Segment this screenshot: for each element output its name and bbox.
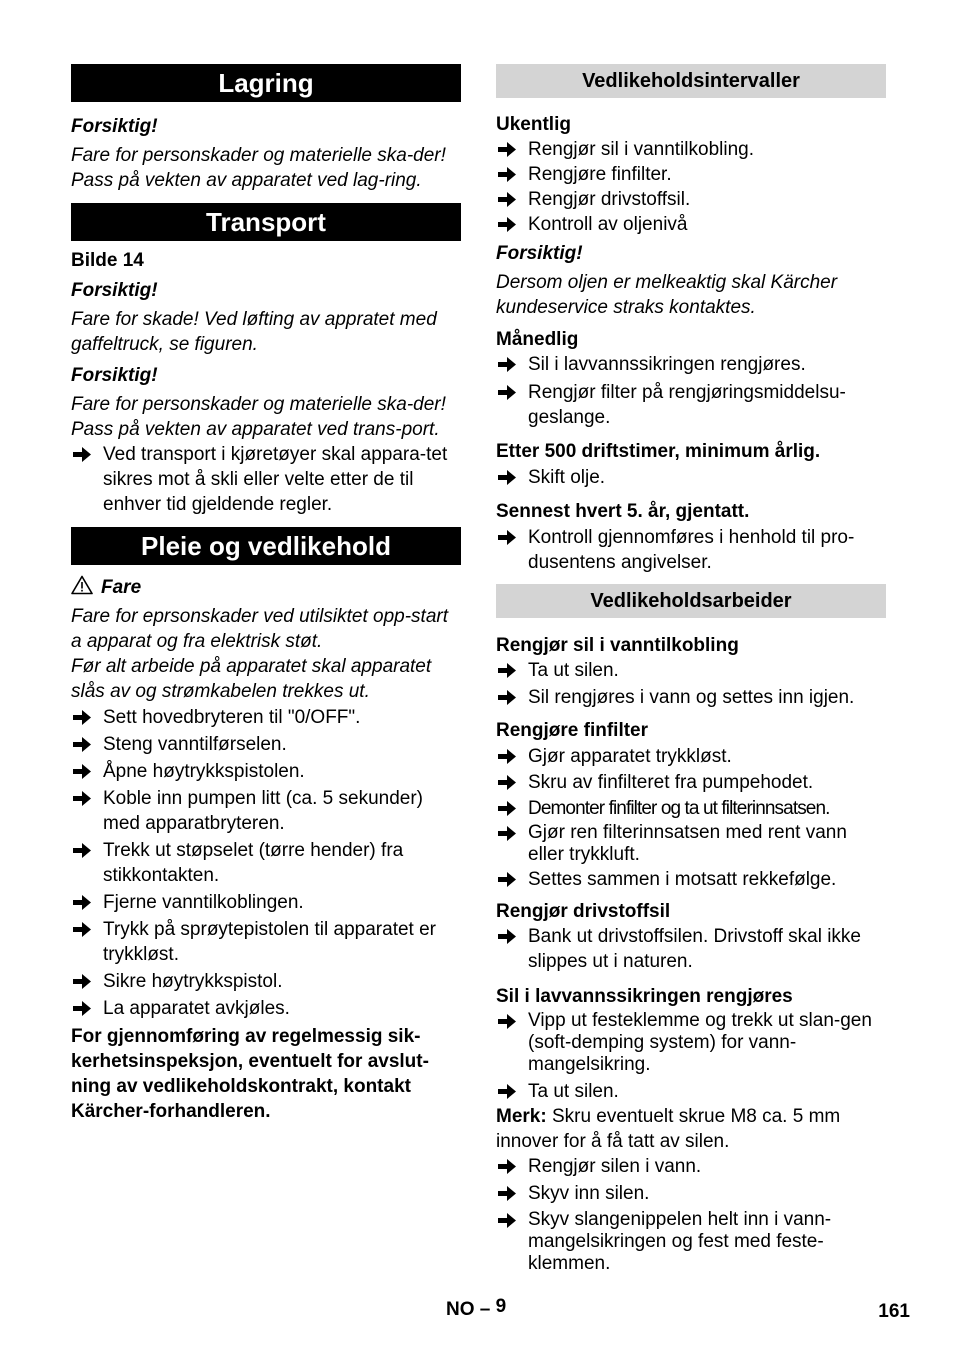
list-item [71, 759, 461, 784]
list-item [496, 822, 886, 866]
arrow-right-icon [73, 764, 91, 779]
list-item [496, 352, 886, 377]
arrow-right-icon [73, 737, 91, 752]
caution-label: Forsiktig! [71, 116, 158, 137]
arrow-right-icon [498, 142, 516, 157]
list-item-text: Ta ut silen. [528, 660, 619, 681]
right-column [496, 64, 886, 1275]
arrow-right-icon [73, 1001, 91, 1016]
arrow-right-icon [498, 357, 516, 372]
list-item-text: Rengjør silen i vann. [528, 1156, 702, 1177]
list-item-text: Vipp ut festeklemme og trekk ut slan-gen (soft-demping system) for vann-mangelsikring. [528, 1010, 872, 1075]
list-item-text: La apparatet avkjøles. [103, 998, 290, 1019]
subheading-fine-filter: Rengjøre finfilter [496, 720, 649, 741]
list-item [71, 732, 461, 757]
list-item-text: Skru av finfilteret fra pumpehodet. [528, 772, 814, 793]
list-item [496, 137, 886, 162]
list-item-text: Sil rengjøres i vann og settes inn igjen. [528, 687, 855, 708]
danger-label: Fare [101, 577, 142, 598]
arrow-right-icon [498, 1014, 516, 1029]
list-item-text: Koble inn pumpen litt (ca. 5 sekunder) med apparatbryteren. [103, 788, 424, 834]
arrow-right-icon [498, 929, 516, 944]
arrow-right-icon [73, 843, 91, 858]
arrow-right-icon [73, 791, 91, 806]
list-item-text: Rengjør filter på rengjøringsmiddelsu-geslange. [528, 382, 846, 428]
list-item-text: Åpne høytrykkspistolen. [103, 761, 305, 782]
list-item [496, 1181, 886, 1206]
transport-steps [71, 442, 461, 517]
list-item-text: Trekk ut støpselet (tørre hender) fra stikkontakten. [103, 840, 404, 886]
list-item-text: Ta ut silen. [528, 1081, 619, 1102]
list-item [71, 705, 461, 730]
page-number: 161 [878, 1301, 910, 1322]
list-item-text: Bank ut drivstoffsilen. Drivstoff skal ikke slippes ut i naturen. [528, 926, 861, 972]
left-column [71, 64, 461, 1124]
list-item [496, 796, 886, 821]
section-heading-works: Vedlikeholdsarbeider [496, 584, 886, 618]
note-label: Merk: [496, 1106, 547, 1127]
list-item [496, 212, 886, 237]
subheading-years: Sennest hvert 5. år, gjentatt. [496, 501, 750, 522]
list-item [496, 162, 886, 187]
arrow-right-icon [498, 826, 516, 841]
warning-triangle-icon [71, 575, 93, 595]
list-item [71, 917, 461, 967]
caution-label: Forsiktig! [71, 365, 158, 386]
arrow-right-icon [73, 922, 91, 937]
arrow-right-icon [498, 385, 516, 400]
list-item [496, 744, 886, 769]
list-item [496, 1209, 886, 1275]
figure-reference: Bilde 14 [71, 250, 144, 271]
list-item-text: Trykk på sprøytepistolen til apparatet er trykkløst. [103, 919, 436, 965]
footer-section-page [446, 1297, 506, 1322]
subheading-monthly: Månedlig [496, 329, 579, 350]
footer-language: NO [446, 1299, 475, 1320]
list-item [496, 465, 886, 490]
list-item-text: Steng vanntilførselen. [103, 734, 287, 755]
list-item [496, 187, 886, 212]
footer-dash: – [479, 1299, 491, 1320]
list-item-text: Sikre høytrykkspistol. [103, 971, 283, 992]
arrow-right-icon [498, 872, 516, 887]
list-item-text: Rengjøre finfilter. [528, 164, 672, 185]
arrow-right-icon [498, 1213, 516, 1228]
list-item [71, 838, 461, 888]
arrow-right-icon [498, 217, 516, 232]
list-item [496, 1154, 886, 1179]
list-item-text: Skyv inn silen. [528, 1183, 650, 1204]
arrow-right-icon [498, 1186, 516, 1201]
list-item [496, 1079, 886, 1104]
inspection-note: For gjennomføring av regelmessig sik-kerhetsinspeksjon, eventuelt for avslut-ning av vedlikeholdskontrakt, kontakt Kärcher-forhandleren. [71, 1026, 429, 1122]
list-item [496, 658, 886, 683]
monthly-steps [496, 352, 886, 430]
arrow-right-icon [73, 447, 91, 462]
caution-label: Forsiktig! [71, 280, 158, 301]
note-paragraph [496, 1104, 886, 1154]
list-item [71, 890, 461, 915]
list-item-text: Skyv slangenippelen helt inn i vann-mangelsikringen og fest med feste-klemmen. [528, 1209, 832, 1274]
arrow-right-icon [498, 663, 516, 678]
section-heading-pleie: Pleie og vedlikehold [71, 527, 461, 565]
list-item [496, 1010, 886, 1076]
arrow-right-icon [498, 775, 516, 790]
arrow-right-icon [498, 470, 516, 485]
arrow-right-icon [498, 192, 516, 207]
water-strainer-steps [496, 658, 886, 710]
section-heading-intervals: Vedlikeholdsintervaller [496, 64, 886, 98]
list-item [496, 867, 886, 892]
list-item [496, 770, 886, 795]
list-item [71, 786, 461, 836]
low-water-steps-continued [496, 1154, 886, 1275]
fuel-strainer-steps [496, 924, 886, 974]
danger-text: Før alt arbeide på apparatet skal apparatet slås av og strømkabelen trekkes ut. [71, 656, 432, 702]
arrow-right-icon [498, 690, 516, 705]
section-heading-transport: Transport [71, 203, 461, 241]
caution-label: Forsiktig! [496, 243, 583, 264]
list-item-text: Kontroll av oljenivå [528, 214, 688, 235]
note-text: Skru eventuelt skrue M8 ca. 5 mm innover for å få tatt av silen. [496, 1106, 841, 1152]
list-item-text: Gjør apparatet trykkløst. [528, 746, 732, 767]
list-item-text: Sil i lavvannssikringen rengjøres. [528, 354, 806, 375]
list-item [496, 525, 886, 575]
list-item-text: Rengjør drivstoffsil. [528, 189, 691, 210]
arrow-right-icon [73, 974, 91, 989]
list-item-text: Demonter finfilter og ta ut filterinnsatsen. [528, 798, 830, 819]
arrow-right-icon [73, 710, 91, 725]
arrow-right-icon [498, 167, 516, 182]
list-item [71, 969, 461, 994]
list-item-text: Fjerne vanntilkoblingen. [103, 892, 304, 913]
subheading-water-strainer: Rengjør sil i vanntilkobling [496, 635, 739, 656]
subheading-hours: Etter 500 driftstimer, minimum årlig. [496, 441, 821, 462]
list-item-text: Kontroll gjennomføres i henhold til pro-dusentens angivelser. [528, 527, 855, 573]
arrow-right-icon [498, 530, 516, 545]
caution-text: Fare for personskader og materielle ska-der! Pass på vekten av apparatet ved lag-ring. [71, 145, 446, 191]
list-item-text: Sett hovedbryteren til "0/OFF". [103, 707, 361, 728]
list-item [496, 685, 886, 710]
list-item [496, 924, 886, 974]
list-item-text: Skift olje. [528, 467, 606, 488]
arrow-right-icon [73, 895, 91, 910]
subheading-weekly: Ukentlig [496, 114, 571, 135]
danger-text: Fare for eprsonskader ved utilsiktet opp-start a apparat og fra elektrisk støt. [71, 606, 449, 652]
caution-text: Fare for personskader og materielle ska-der! Pass på vekten av apparatet ved trans-port. [71, 394, 446, 440]
weekly-steps [496, 137, 886, 237]
list-item [496, 380, 886, 430]
list-item-text: Settes sammen i motsatt rekkefølge. [528, 869, 837, 890]
list-item-text: Ved transport i kjøretøyer skal appara-tet sikres mot å skli eller velte etter de til enhver tid gjeldende regler. [103, 444, 448, 515]
arrow-right-icon [498, 1159, 516, 1174]
caution-text: Dersom oljen er melkeaktig skal Kärcher kundeservice straks kontaktes. [496, 272, 838, 318]
hours-steps [496, 465, 886, 490]
list-item-text: Gjør ren filterinnsatsen med rent vann eller trykkluft. [528, 822, 847, 865]
maintenance-prep-steps [71, 705, 461, 1021]
list-item [71, 996, 461, 1021]
section-heading-lagring: Lagring [71, 64, 461, 102]
caution-text: Fare for skade! Ved løfting av appratet med gaffeltruck, se figuren. [71, 309, 437, 355]
arrow-right-icon [498, 1084, 516, 1099]
subheading-low-water-strainer: Sil i lavvannssikringen rengjøres [496, 986, 793, 1007]
subheading-fuel-strainer: Rengjør drivstoffsil [496, 901, 671, 922]
danger-heading [71, 575, 461, 600]
list-item-text: Rengjør sil i vanntilkobling. [528, 139, 754, 160]
footer-section-number: 9 [495, 1296, 507, 1317]
arrow-right-icon [498, 801, 516, 816]
fine-filter-steps [496, 744, 886, 892]
years-steps [496, 525, 886, 575]
list-item [71, 442, 461, 517]
arrow-right-icon [498, 749, 516, 764]
low-water-steps [496, 1010, 886, 1104]
